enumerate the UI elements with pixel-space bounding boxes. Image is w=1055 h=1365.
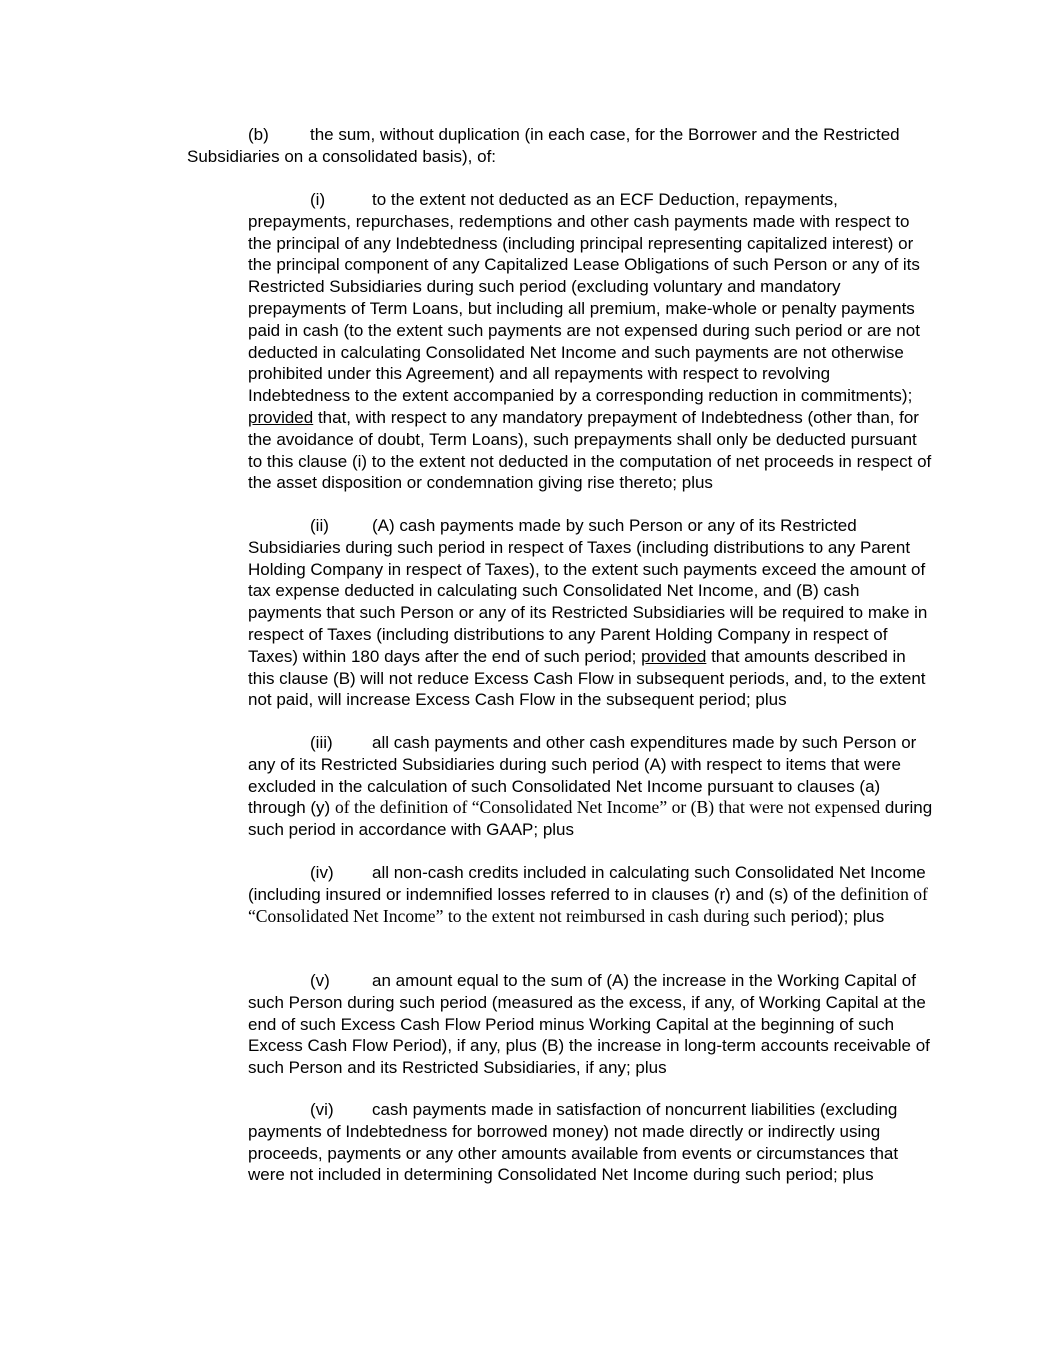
clause-ii-text-1: (A) cash payments made by such Person or any of its Restricted Subsidiaries during such period in respect of Taxes (including distributions to any Parent Holding Company in respect of Taxes), to the extent such payments exceed the amount of tax expense deducted in calculating such Consolidated Net Income, and (B) cash payments that such Person or any of its Restricted Subsidiaries will be required to make in respect of Taxes (including distributions to any Parent Holding Company in respect of Taxes) within 180 days after the end of such period; — [248, 516, 928, 666]
clause-i-text-2: that, with respect to any mandatory prepayment of Indebtedness (other than, for the avoidance of doubt, Term Loans), such prepayments shall only be deducted pursuant to this clause (i) to the extent not deducted in the computation of net proceeds in respect of the asset disposition or condemnation giving rise thereto; plus — [248, 407, 932, 493]
clause-i — [248, 189, 934, 494]
clause-v — [248, 970, 934, 1079]
clause-iv — [248, 862, 934, 927]
clause-label-v: (v) — [310, 971, 330, 990]
clause-label-i: (i) — [310, 190, 326, 209]
clause-v-text: an amount equal to the sum of (A) the increase in the Working Capital of such Person during such period (measured as the excess, if any, of Working Capital at the end of such Excess Cash Flow Period minus Working Capital at the beginning of such Excess Cash Flow Period), if any, plus (B) the increase in long-term accounts receivable of such Person and its Restricted Subsidiaries, if any; plus — [248, 971, 930, 1078]
clause-vi — [248, 1099, 934, 1186]
clause-ii-text-2: that amounts described in this clause (B) will not reduce Excess Cash Flow in subsequent periods, and, to the extent not paid, will increase Excess Cash Flow in the subsequent period; plus — [248, 646, 926, 710]
clause-iv-text-1: all non-cash credits included in calculating such Consolidated Net Income (including insured or indemnified losses referred to in clauses (r) and (s) of the — [248, 863, 926, 904]
clause-label-iii: (iii) — [310, 733, 333, 752]
clause-ii-provided: provided — [641, 646, 707, 666]
clause-iii-text-1: all cash payments and other cash expenditures made by such Person or any of its Restricted Subsidiaries during such period (A) with respect to items that were excluded in the calculation of such Consolidated Net Income pursuant to clauses (a) through (y) — [248, 733, 917, 818]
clause-iv-text-2: period); plus — [785, 906, 885, 926]
clause-i-provided: provided — [248, 407, 314, 427]
clause-iii-text-2: during such period in accordance with GAAP; plus — [248, 798, 933, 840]
clause-iii — [248, 732, 934, 841]
clause-vi-text: cash payments made in satisfaction of noncurrent liabilities (excluding payments of Indebtedness for borrowed money) not made directly or indirectly using proceeds, payments or any other amounts available from events or circumstances that were not included in determining Consolidated Net Income during such period; plus — [248, 1100, 899, 1185]
clause-label-vi: (vi) — [310, 1100, 334, 1119]
clause-label-iv: (iv) — [310, 863, 334, 882]
clause-ii — [248, 515, 934, 711]
clause-iii-serif-text: of the definition of “Consolidated Net Income” or (B) that were not expensed — [334, 797, 881, 818]
paragraph-b — [187, 124, 932, 168]
clause-i-text-1: to the extent not deducted as an ECF Deduction, repayments, prepayments, repurchases, redemptions and other cash payments made with respect to the principal of any Indebtedness (including principal representing capitalized interest) or the principal component of any Capitalized Lease Obligations of such Person or any of its Restricted Subsidiaries during such period (excluding voluntary and mandatory prepayments of Term Loans, but including all premium, make-whole or penalty payments paid in cash (to the extent such payments are not expensed during such period or are not deducted in calculating Consolidated Net Income and such payments are not otherwise prohibited under this Agreement) and all repayments with respect to revolving Indebtedness to the extent accompanied by a corresponding reduction in commitments); — [248, 190, 920, 406]
clause-iv-serif-text: definition of “Consolidated Net Income” to the extent not reimbursed in cash during such — [248, 883, 928, 926]
paragraph-b-text: the sum, without duplication (in each case, for the Borrower and the Restricted Subsidiaries on a consolidated basis), of: — [187, 125, 900, 166]
clause-label-ii: (ii) — [310, 516, 329, 535]
clause-label-b: (b) — [248, 125, 269, 144]
